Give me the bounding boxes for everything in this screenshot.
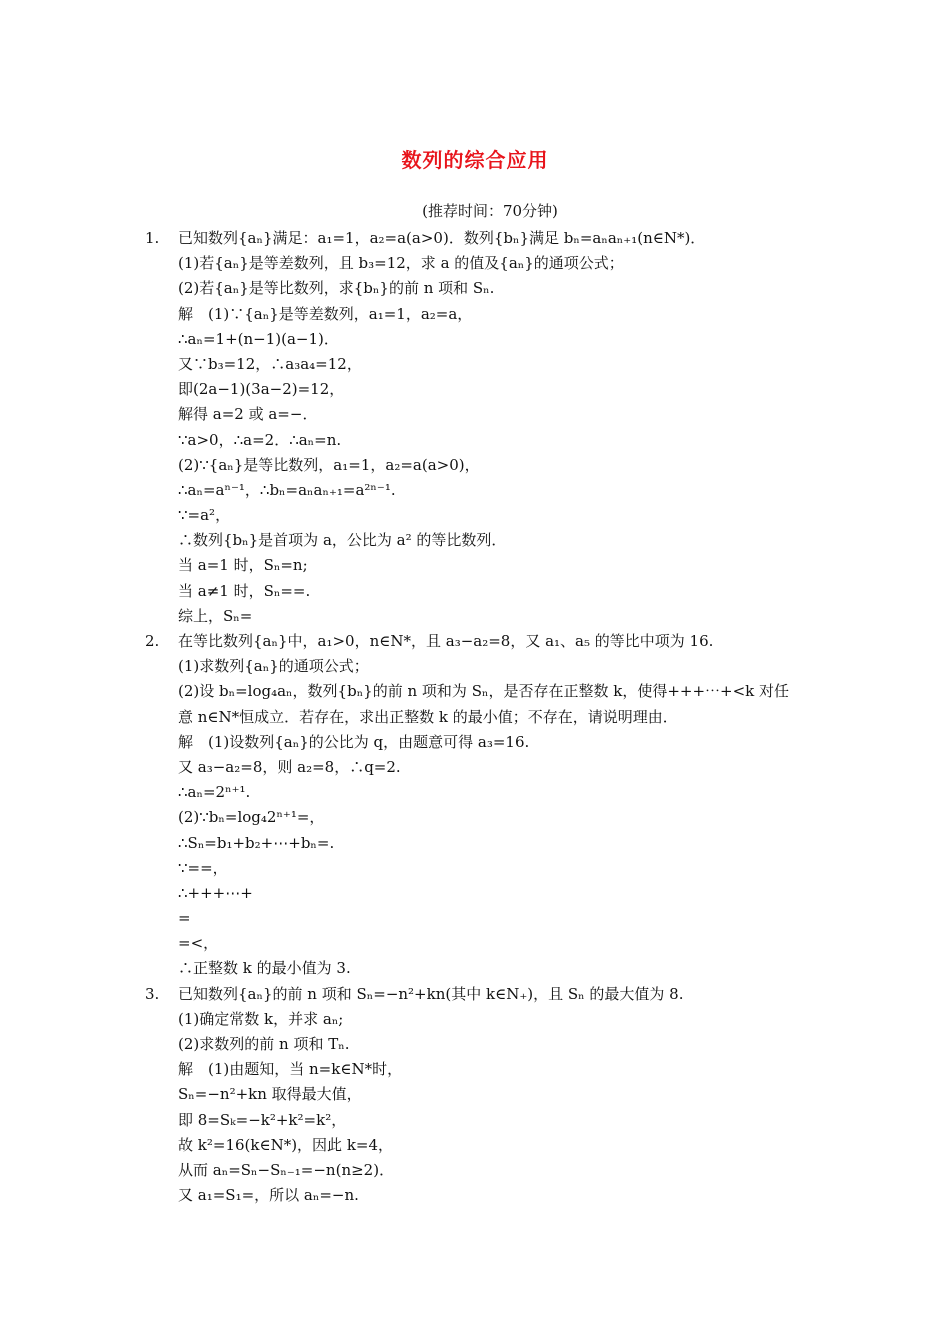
- text-line: [0, 528, 950, 553]
- line-text: 从而 aₙ=Sₙ−Sₙ₋₁=−n(n≥2)．: [178, 1160, 395, 1179]
- line-text: 解 (1)∵{aₙ}是等差数列，a₁=1，a₂=a，: [178, 304, 473, 323]
- line-text: (2)设 bₙ=log₄aₙ，数列{bₙ}的前 n 项和为 Sₙ，是否存在正整数 k，使得+++⋯+<k 对任: [178, 682, 790, 701]
- page-title: 数列的综合应用: [401, 148, 549, 172]
- text-line: [0, 931, 950, 956]
- text-line: [0, 604, 950, 629]
- line-text: Sₙ=−n²+kn 取得最大值，: [178, 1085, 362, 1104]
- problem-number: 3.: [145, 984, 160, 1003]
- line-text: 当 a≠1 时，Sₙ==.: [178, 581, 311, 600]
- line-text: 已知数列{aₙ}满足：a₁=1，a₂=a(a>0)．数列{bₙ}满足 bₙ=aₙaₙ₊₁(n∈N*)．: [178, 229, 706, 247]
- line-text: ∴数列{bₙ}是首项为 a，公比为 a² 的等比数列．: [178, 531, 507, 550]
- line-text: 解 (1)由题知，当 n=k∈N*时，: [178, 1060, 403, 1079]
- line-text: ∵a>0，∴a=2．∴aₙ=n.: [178, 430, 342, 449]
- line-text: 又∵b₃=12，∴a₃a₄=12，: [178, 354, 362, 373]
- problem-number: 1.: [145, 229, 160, 247]
- text-line: [0, 377, 950, 402]
- line-text: 当 a=1 时，Sₙ=n;: [178, 556, 308, 575]
- line-text: (2)求数列的前 n 项和 Tₙ.: [178, 1035, 350, 1053]
- document-body: [0, 226, 950, 1208]
- text-line: [0, 831, 950, 856]
- text-line: [0, 327, 950, 352]
- line-text: =: [178, 909, 191, 928]
- text-line: [0, 579, 950, 604]
- recommended-time: (推荐时间：70分钟): [422, 202, 558, 220]
- line-text: 故 k²=16(k∈N*)，因此 k=4，: [178, 1135, 394, 1154]
- line-text: 解得 a=2 或 a=−．: [178, 405, 318, 424]
- text-line: [0, 352, 950, 377]
- line-text: (1)若{aₙ}是等差数列，且 b₃=12，求 a 的值及{aₙ}的通项公式；: [178, 254, 624, 273]
- line-text: ∴aₙ=aⁿ⁻¹，∴bₙ=aₙaₙ₊₁=a²ⁿ⁻¹.: [178, 480, 396, 499]
- text-line: [0, 654, 950, 679]
- text-line: [0, 503, 950, 528]
- line-text: ∵=a²，: [178, 506, 231, 525]
- text-line: [0, 755, 950, 780]
- line-text: ∴aₙ=1+(n−1)(a−1)．: [178, 329, 339, 348]
- line-text: (2)∵{aₙ}是等比数列，a₁=1，a₂=a(a>0)，: [178, 455, 480, 474]
- text-line: [0, 453, 950, 478]
- line-text: 已知数列{aₙ}的前 n 项和 Sₙ=−n²+kn(其中 k∈N₊)，且 Sₙ 的最大值为 8.: [178, 984, 684, 1003]
- line-text: 又 a₃−a₂=8，则 a₂=8，∴q=2.: [178, 757, 401, 776]
- text-line: [0, 1057, 950, 1082]
- text-line: [0, 553, 950, 578]
- text-line: [0, 1032, 950, 1057]
- text-line: [0, 428, 950, 453]
- text-line: [0, 1133, 950, 1158]
- text-line: [0, 679, 950, 704]
- line-text: 解 (1)设数列{aₙ}的公比为 q，由题意可得 a₃=16.: [178, 732, 530, 751]
- text-line: [0, 402, 950, 427]
- line-text: (2)∵bₙ=log₄2ⁿ⁺¹=，: [178, 808, 325, 827]
- text-line: [0, 705, 950, 730]
- line-text: 又 a₁=S₁=，所以 aₙ=−n.: [178, 1186, 359, 1205]
- text-line: [0, 478, 950, 503]
- line-text: (2)若{aₙ}是等比数列，求{bₙ}的前 n 项和 Sₙ.: [178, 279, 495, 298]
- text-line: [0, 881, 950, 906]
- text-line: [0, 1183, 950, 1208]
- text-line: [0, 906, 950, 931]
- line-text: 即 8=Sₖ=−k²+k²=k²，: [178, 1110, 347, 1129]
- line-text: 在等比数列{aₙ}中，a₁>0，n∈N*，且 a₃−a₂=8，又 a₁、a₅ 的等比中项为 16.: [178, 632, 714, 650]
- line-text: (1)确定常数 k，并求 aₙ;: [178, 1009, 344, 1028]
- text-line: [0, 856, 950, 881]
- text-line: [0, 1007, 950, 1032]
- text-line: [0, 629, 950, 654]
- text-line: [0, 805, 950, 830]
- text-line: [0, 1108, 950, 1133]
- text-line: [0, 276, 950, 301]
- line-text: 即(2a−1)(3a−2)=12，: [178, 380, 345, 399]
- text-line: [0, 302, 950, 327]
- line-text: =<，: [178, 934, 219, 953]
- text-line: [0, 226, 950, 251]
- line-text: ∴Sₙ=b₁+b₂+⋯+bₙ=.: [178, 833, 335, 852]
- text-line: [0, 1158, 950, 1183]
- text-line: [0, 730, 950, 755]
- text-line: [0, 1082, 950, 1107]
- line-text: ∵==，: [178, 858, 228, 877]
- line-text: ∴正整数 k 的最小值为 3.: [178, 959, 351, 978]
- line-text: 意 n∈N*恒成立．若存在，求出正整数 k 的最小值；不存在，请说明理由．: [178, 707, 678, 726]
- text-line: [0, 956, 950, 981]
- line-text: ∴aₙ=2ⁿ⁺¹.: [178, 783, 251, 802]
- line-text: ∴+++⋯+: [178, 883, 253, 902]
- text-line: [0, 982, 950, 1007]
- text-line: [0, 251, 950, 276]
- text-line: [0, 780, 950, 805]
- line-text: (1)求数列{aₙ}的通项公式；: [178, 657, 369, 676]
- line-text: 综上，Sₙ=: [178, 606, 253, 625]
- problem-number: 2.: [145, 632, 160, 650]
